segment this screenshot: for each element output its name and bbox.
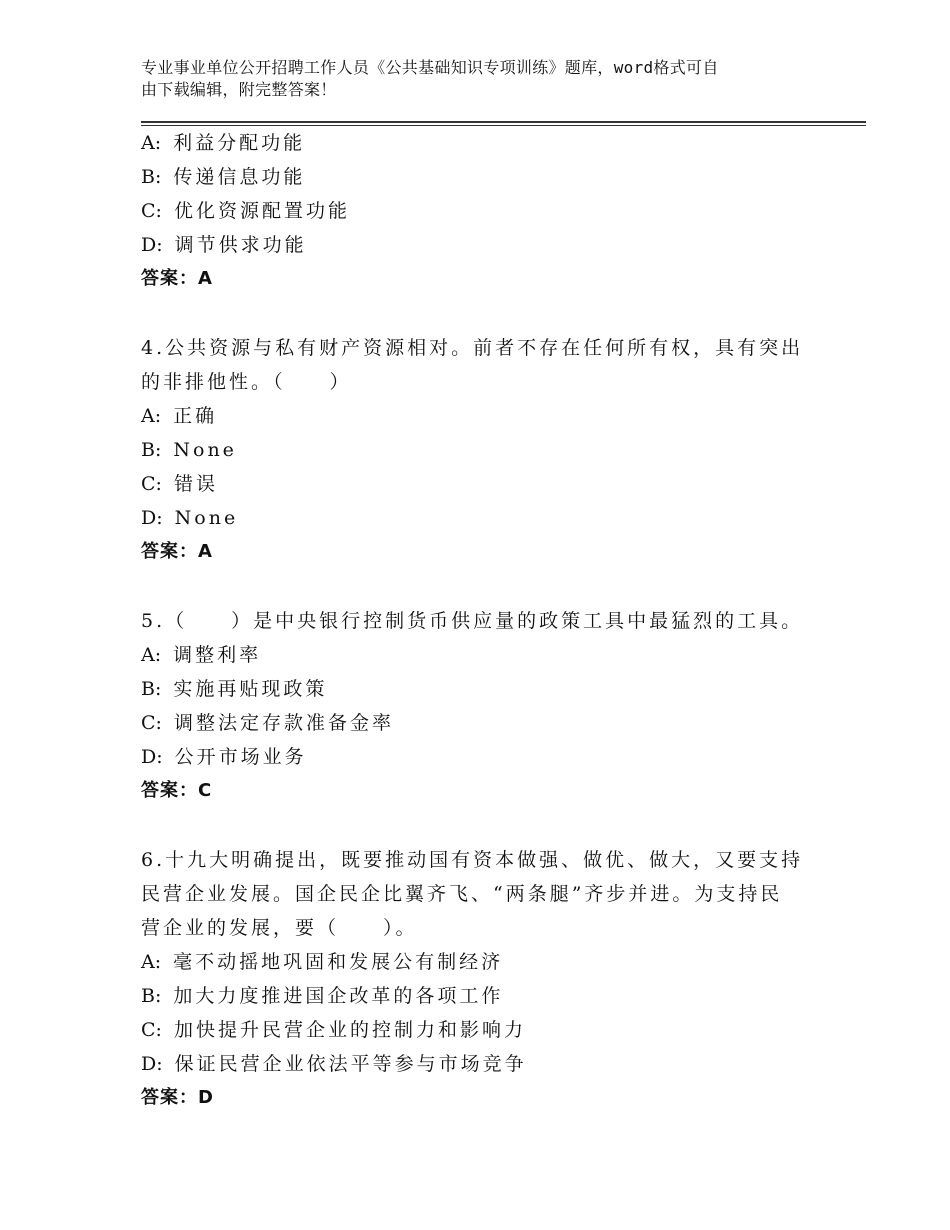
question-text: 营企业的发展，要（ ）。: [141, 917, 418, 939]
header-divider-thick: [141, 121, 866, 123]
option-d: D: 保证民营企业依法平等参与市场竞争: [141, 1053, 527, 1075]
question-text: 民营企业发展。国企民企比翼齐飞、“两条腿”齐步并进。为支持民: [141, 883, 783, 905]
option-b: B: 实施再贴现政策: [141, 678, 328, 700]
option-b: B: 加大力度推进国企改革的各项工作: [141, 985, 504, 1007]
option-b: B: None: [141, 439, 237, 461]
option-a: A: 利益分配功能: [141, 132, 306, 154]
header-line-1: 专业事业单位公开招聘工作人员《公共基础知识专项训练》题库，word格式可自: [141, 58, 719, 77]
question-text: 的非排他性。（ ）: [141, 371, 352, 393]
answer-label: 答案：A: [141, 268, 213, 289]
question-text: 5.（ ）是中央银行控制货币供应量的政策工具中最猛烈的工具。: [141, 610, 804, 632]
option-c: C: 加快提升民营企业的控制力和影响力: [141, 1019, 526, 1041]
question-5: [141, 604, 821, 808]
option-c: C: 错误: [141, 473, 218, 495]
answer-label: 答案：A: [141, 541, 213, 562]
option-d: D: 调节供求功能: [141, 234, 307, 256]
option-a: A: 调整利率: [141, 644, 262, 666]
question-text: 4.公共资源与私有财产资源相对。前者不存在任何所有权，具有突出: [141, 337, 804, 359]
option-c: C: 调整法定存款准备金率: [141, 712, 394, 734]
document-header: [141, 57, 801, 101]
option-a: A: 正确: [141, 405, 218, 427]
option-b: B: 传递信息功能: [141, 166, 306, 188]
header-line-2: 由下载编辑，附完整答案！: [141, 80, 337, 99]
answer-label: 答案：D: [141, 1087, 214, 1108]
option-d: D: 公开市场业务: [141, 746, 307, 768]
answer-label: 答案：C: [141, 780, 213, 801]
question-text: 6.十九大明确提出，既要推动国有资本做强、做优、做大，又要支持: [141, 849, 804, 871]
option-c: C: 优化资源配置功能: [141, 200, 350, 222]
question-3: [141, 126, 821, 296]
option-a: A: 毫不动摇地巩固和发展公有制经济: [141, 951, 504, 973]
option-d: D: None: [141, 507, 239, 529]
question-6: [141, 843, 821, 1115]
question-4: [141, 331, 821, 569]
question-list: [141, 126, 821, 1115]
